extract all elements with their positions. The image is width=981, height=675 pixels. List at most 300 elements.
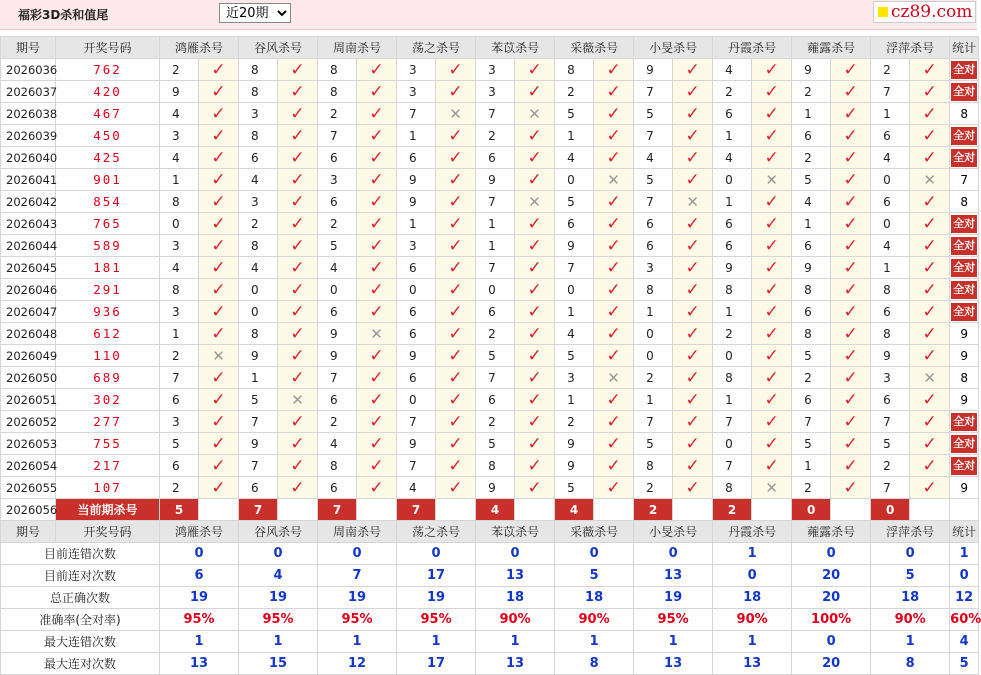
- correct-mark-cell: [831, 169, 871, 191]
- check-icon: ✓: [843, 455, 858, 476]
- period-range-select[interactable]: [219, 3, 291, 23]
- summary-value: 5: [871, 565, 950, 587]
- stat-cell: [950, 235, 979, 257]
- correct-mark-cell: [752, 323, 792, 345]
- correct-mark-cell: [199, 323, 239, 345]
- col-header-expert: 苯苡杀号: [476, 521, 555, 543]
- correct-mark-cell: [515, 147, 555, 169]
- all-correct-badge: 全对: [951, 215, 977, 233]
- correct-mark-cell: [278, 169, 318, 191]
- current-kill-blank: [436, 499, 476, 521]
- summary-value: 0: [397, 543, 476, 565]
- kill-digit-cell: 0: [239, 279, 278, 301]
- check-icon: ✓: [448, 81, 463, 102]
- check-icon: ✓: [211, 367, 226, 388]
- check-icon: ✓: [448, 147, 463, 168]
- check-icon: ✓: [369, 213, 384, 234]
- kill-digit-cell: 8: [871, 279, 910, 301]
- correct-mark-cell: [436, 125, 476, 147]
- current-kill-label: 当前期杀号: [56, 499, 160, 521]
- kill-digit-cell: 8: [239, 59, 278, 81]
- check-icon: ✓: [448, 345, 463, 366]
- table-row: [1, 147, 979, 169]
- col-header-stat: 统计: [950, 37, 979, 59]
- correct-mark-cell: [910, 81, 950, 103]
- correct-mark-cell: [199, 411, 239, 433]
- kill-digit-cell: 7: [397, 411, 436, 433]
- kill-digit-cell: 5: [555, 103, 594, 125]
- kill-digit-cell: 2: [476, 411, 515, 433]
- draw-number-cell: 450: [56, 125, 160, 147]
- kill-digit-cell: 7: [476, 367, 515, 389]
- check-icon: ✓: [764, 81, 779, 102]
- table-row: [1, 455, 979, 477]
- check-icon: ✓: [290, 411, 305, 432]
- check-icon: ✓: [369, 81, 384, 102]
- kill-digit-cell: 3: [397, 235, 436, 257]
- correct-mark-cell: [515, 477, 555, 499]
- check-icon: ✓: [764, 279, 779, 300]
- correct-mark-cell: [831, 125, 871, 147]
- summary-value: 19: [160, 587, 239, 609]
- correct-mark-cell: [594, 103, 634, 125]
- kill-digit-cell: 1: [397, 125, 436, 147]
- cross-icon: ✕: [212, 346, 225, 365]
- kill-digit-cell: 9: [871, 345, 910, 367]
- current-kill-blank: [673, 499, 713, 521]
- kill-digit-cell: 1: [160, 169, 199, 191]
- kill-digit-cell: 2: [713, 323, 752, 345]
- kill-digit-cell: 4: [871, 147, 910, 169]
- all-correct-badge: 全对: [951, 435, 977, 453]
- check-icon: ✓: [527, 411, 542, 432]
- site-logo[interactable]: [873, 1, 976, 23]
- check-icon: ✓: [843, 433, 858, 454]
- col-header-expert: 鸿雁杀号: [160, 521, 239, 543]
- col-header-expert: 谷风杀号: [239, 521, 318, 543]
- kill-digit-cell: 2: [318, 103, 357, 125]
- kill-digit-cell: 5: [160, 433, 199, 455]
- summary-stat: 5: [950, 653, 979, 675]
- kill-digit-cell: 6: [476, 389, 515, 411]
- kill-digit-cell: 3: [160, 125, 199, 147]
- summary-value: 17: [397, 653, 476, 675]
- kill-digit-cell: 6: [871, 389, 910, 411]
- correct-mark-cell: [278, 59, 318, 81]
- summary-stat: 1: [950, 543, 979, 565]
- kill-digit-cell: 6: [318, 477, 357, 499]
- correct-mark-cell: [357, 411, 397, 433]
- correct-mark-cell: [278, 367, 318, 389]
- summary-row: [1, 587, 979, 609]
- correct-mark-cell: [436, 81, 476, 103]
- check-icon: ✓: [606, 455, 621, 476]
- check-icon: ✓: [290, 279, 305, 300]
- check-icon: ✓: [527, 345, 542, 366]
- stat-cell: [950, 59, 979, 81]
- check-icon: ✓: [527, 257, 542, 278]
- check-icon: ✓: [290, 345, 305, 366]
- kill-digit-cell: 3: [160, 301, 199, 323]
- kill-digit-cell: 8: [634, 455, 673, 477]
- kill-digit-cell: 6: [397, 301, 436, 323]
- correct-mark-cell: [673, 301, 713, 323]
- check-icon: ✓: [290, 213, 305, 234]
- stat-cell: [950, 125, 979, 147]
- correct-mark-cell: [278, 477, 318, 499]
- correct-mark-cell: [831, 213, 871, 235]
- correct-mark-cell: [673, 411, 713, 433]
- check-icon: ✓: [606, 191, 621, 212]
- check-icon: ✓: [764, 367, 779, 388]
- kill-digit-cell: 1: [239, 367, 278, 389]
- summary-value: 90%: [871, 609, 950, 631]
- correct-mark-cell: [357, 59, 397, 81]
- check-icon: ✓: [685, 411, 700, 432]
- check-icon: ✓: [922, 301, 937, 322]
- kill-digit-cell: 3: [397, 81, 436, 103]
- correct-mark-cell: [199, 389, 239, 411]
- correct-mark-cell: [752, 279, 792, 301]
- stat-cell: 8: [950, 103, 979, 125]
- summary-value: 6: [160, 565, 239, 587]
- check-icon: ✓: [369, 257, 384, 278]
- check-icon: ✓: [685, 81, 700, 102]
- kill-digit-cell: 4: [555, 323, 594, 345]
- kill-digit-cell: 1: [871, 257, 910, 279]
- correct-mark-cell: [594, 477, 634, 499]
- summary-value: 13: [634, 565, 713, 587]
- correct-mark-cell: [752, 455, 792, 477]
- correct-mark-cell: [831, 367, 871, 389]
- summary-value: 100%: [792, 609, 871, 631]
- check-icon: ✓: [922, 191, 937, 212]
- kill-digit-cell: 5: [476, 433, 515, 455]
- check-icon: ✓: [448, 411, 463, 432]
- kill-digit-cell: 1: [713, 125, 752, 147]
- kill-digit-cell: 9: [318, 345, 357, 367]
- correct-mark-cell: [515, 125, 555, 147]
- correct-mark-cell: [278, 213, 318, 235]
- draw-number-cell: 762: [56, 59, 160, 81]
- kill-digit-cell: 7: [634, 191, 673, 213]
- correct-mark-cell: [278, 323, 318, 345]
- kill-digit-cell: 3: [239, 103, 278, 125]
- correct-mark-cell: [673, 213, 713, 235]
- correct-mark-cell: [436, 301, 476, 323]
- check-icon: ✓: [527, 433, 542, 454]
- check-icon: ✓: [369, 59, 384, 80]
- check-icon: ✓: [843, 345, 858, 366]
- kill-digit-cell: 6: [713, 213, 752, 235]
- check-icon: ✓: [606, 235, 621, 256]
- correct-mark-cell: [199, 213, 239, 235]
- correct-mark-cell: [910, 477, 950, 499]
- kill-digit-cell: 6: [476, 301, 515, 323]
- check-icon: ✓: [211, 323, 226, 344]
- kill-number-table: [0, 36, 979, 675]
- check-icon: ✓: [527, 323, 542, 344]
- kill-digit-cell: 1: [397, 213, 436, 235]
- kill-digit-cell: 2: [792, 147, 831, 169]
- check-icon: ✓: [922, 81, 937, 102]
- summary-value: 1: [160, 631, 239, 653]
- period-cell: 2026041: [1, 169, 56, 191]
- draw-number-cell: 936: [56, 301, 160, 323]
- summary-value: 15: [239, 653, 318, 675]
- kill-digit-cell: 7: [397, 103, 436, 125]
- summary-value: 18: [871, 587, 950, 609]
- check-icon: ✓: [922, 125, 937, 146]
- check-icon: ✓: [211, 81, 226, 102]
- kill-digit-cell: 1: [634, 301, 673, 323]
- summary-value: 1: [397, 631, 476, 653]
- period-cell: 2026040: [1, 147, 56, 169]
- check-icon: ✓: [606, 257, 621, 278]
- current-kill-digit: 2: [634, 499, 673, 521]
- kill-digit-cell: 7: [555, 257, 594, 279]
- kill-digit-cell: 7: [792, 411, 831, 433]
- col-header-period: 期号: [1, 521, 56, 543]
- draw-number-cell: 110: [56, 345, 160, 367]
- correct-mark-cell: [199, 257, 239, 279]
- check-icon: ✓: [922, 235, 937, 256]
- kill-digit-cell: 6: [792, 125, 831, 147]
- wrong-mark-cell: [910, 367, 950, 389]
- check-icon: ✓: [369, 147, 384, 168]
- check-icon: ✓: [211, 169, 226, 190]
- draw-number-cell: 107: [56, 477, 160, 499]
- logo-text: cz89.com: [891, 2, 973, 22]
- check-icon: ✓: [448, 433, 463, 454]
- correct-mark-cell: [278, 103, 318, 125]
- stat-cell: 9: [950, 345, 979, 367]
- correct-mark-cell: [752, 257, 792, 279]
- check-icon: ✓: [606, 345, 621, 366]
- correct-mark-cell: [831, 455, 871, 477]
- kill-digit-cell: 2: [318, 411, 357, 433]
- correct-mark-cell: [752, 411, 792, 433]
- summary-value: 95%: [397, 609, 476, 631]
- check-icon: ✓: [369, 345, 384, 366]
- kill-digit-cell: 8: [555, 59, 594, 81]
- check-icon: ✓: [764, 103, 779, 124]
- correct-mark-cell: [594, 323, 634, 345]
- kill-digit-cell: 6: [713, 103, 752, 125]
- current-kill-digit: 0: [871, 499, 910, 521]
- check-icon: ✓: [448, 235, 463, 256]
- current-kill-blank: [515, 499, 555, 521]
- summary-row: [1, 543, 979, 565]
- check-icon: ✓: [527, 59, 542, 80]
- kill-digit-cell: 2: [555, 411, 594, 433]
- logo-square-icon: [878, 7, 888, 17]
- kill-digit-cell: 5: [792, 169, 831, 191]
- check-icon: ✓: [211, 301, 226, 322]
- wrong-mark-cell: [515, 191, 555, 213]
- all-correct-badge: 全对: [951, 303, 977, 321]
- top-bar: [0, 0, 977, 30]
- correct-mark-cell: [673, 477, 713, 499]
- table-row: [1, 279, 979, 301]
- check-icon: ✓: [211, 433, 226, 454]
- cross-icon: ✕: [528, 192, 541, 211]
- kill-digit-cell: 6: [792, 235, 831, 257]
- current-kill-digit: 7: [397, 499, 436, 521]
- correct-mark-cell: [357, 389, 397, 411]
- kill-digit-cell: 5: [555, 191, 594, 213]
- kill-digit-cell: 7: [713, 455, 752, 477]
- table-row: [1, 191, 979, 213]
- correct-mark-cell: [357, 477, 397, 499]
- kill-digit-cell: 6: [792, 301, 831, 323]
- check-icon: ✓: [685, 59, 700, 80]
- kill-digit-cell: 8: [239, 125, 278, 147]
- check-icon: ✓: [211, 455, 226, 476]
- correct-mark-cell: [278, 257, 318, 279]
- summary-value: 0: [160, 543, 239, 565]
- current-kill-digit: 0: [792, 499, 831, 521]
- period-cell: 2026056: [1, 499, 56, 521]
- check-icon: ✓: [369, 103, 384, 124]
- correct-mark-cell: [515, 169, 555, 191]
- kill-digit-cell: 3: [476, 81, 515, 103]
- check-icon: ✓: [369, 191, 384, 212]
- table-row: [1, 411, 979, 433]
- check-icon: ✓: [606, 213, 621, 234]
- kill-digit-cell: 0: [713, 169, 752, 191]
- kill-digit-cell: 7: [476, 103, 515, 125]
- check-icon: ✓: [606, 81, 621, 102]
- cross-icon: ✕: [607, 170, 620, 189]
- table-row: [1, 81, 979, 103]
- summary-value: 1: [318, 631, 397, 653]
- summary-value: 1: [871, 631, 950, 653]
- correct-mark-cell: [278, 301, 318, 323]
- correct-mark-cell: [357, 169, 397, 191]
- check-icon: ✓: [369, 279, 384, 300]
- correct-mark-cell: [831, 345, 871, 367]
- kill-digit-cell: 7: [634, 411, 673, 433]
- period-cell: 2026042: [1, 191, 56, 213]
- summary-value: 0: [792, 631, 871, 653]
- correct-mark-cell: [199, 81, 239, 103]
- kill-digit-cell: 7: [476, 257, 515, 279]
- kill-digit-cell: 1: [634, 389, 673, 411]
- check-icon: ✓: [448, 367, 463, 388]
- kill-digit-cell: 2: [634, 477, 673, 499]
- check-icon: ✓: [448, 59, 463, 80]
- correct-mark-cell: [831, 323, 871, 345]
- correct-mark-cell: [910, 323, 950, 345]
- summary-stat: 0: [950, 565, 979, 587]
- check-icon: ✓: [922, 147, 937, 168]
- stat-cell: [950, 455, 979, 477]
- kill-digit-cell: 9: [555, 433, 594, 455]
- correct-mark-cell: [594, 59, 634, 81]
- correct-mark-cell: [673, 103, 713, 125]
- period-cell: 2026045: [1, 257, 56, 279]
- correct-mark-cell: [199, 125, 239, 147]
- check-icon: ✓: [606, 433, 621, 454]
- table-body: [1, 37, 979, 675]
- kill-digit-cell: 4: [713, 59, 752, 81]
- kill-digit-cell: 7: [871, 411, 910, 433]
- kill-digit-cell: 9: [160, 81, 199, 103]
- table-header-row: [1, 37, 979, 59]
- check-icon: ✓: [843, 59, 858, 80]
- draw-number-cell: 467: [56, 103, 160, 125]
- kill-digit-cell: 3: [476, 59, 515, 81]
- check-icon: ✓: [922, 59, 937, 80]
- draw-number-cell: 277: [56, 411, 160, 433]
- kill-digit-cell: 6: [318, 147, 357, 169]
- kill-digit-cell: 0: [476, 279, 515, 301]
- correct-mark-cell: [831, 191, 871, 213]
- correct-mark-cell: [910, 345, 950, 367]
- check-icon: ✓: [290, 257, 305, 278]
- summary-value: 95%: [160, 609, 239, 631]
- check-icon: ✓: [448, 279, 463, 300]
- kill-digit-cell: 9: [555, 455, 594, 477]
- correct-mark-cell: [278, 235, 318, 257]
- summary-label: 目前连对次数: [1, 565, 160, 587]
- kill-digit-cell: 6: [160, 389, 199, 411]
- correct-mark-cell: [436, 455, 476, 477]
- check-icon: ✓: [685, 389, 700, 410]
- check-icon: ✓: [922, 257, 937, 278]
- correct-mark-cell: [436, 345, 476, 367]
- col-header-expert: 丹霞杀号: [713, 521, 792, 543]
- kill-digit-cell: 5: [634, 169, 673, 191]
- col-header-expert: 周南杀号: [318, 521, 397, 543]
- stat-cell: 8: [950, 367, 979, 389]
- check-icon: ✓: [843, 169, 858, 190]
- correct-mark-cell: [357, 235, 397, 257]
- correct-mark-cell: [831, 257, 871, 279]
- kill-digit-cell: 6: [239, 147, 278, 169]
- correct-mark-cell: [594, 125, 634, 147]
- correct-mark-cell: [357, 433, 397, 455]
- correct-mark-cell: [594, 235, 634, 257]
- check-icon: ✓: [290, 323, 305, 344]
- period-cell: 2026052: [1, 411, 56, 433]
- check-icon: ✓: [685, 477, 700, 498]
- current-period-row: [1, 499, 979, 521]
- check-icon: ✓: [606, 147, 621, 168]
- kill-digit-cell: 3: [871, 367, 910, 389]
- correct-mark-cell: [594, 455, 634, 477]
- kill-digit-cell: 0: [397, 389, 436, 411]
- check-icon: ✓: [685, 345, 700, 366]
- kill-digit-cell: 9: [397, 345, 436, 367]
- correct-mark-cell: [673, 147, 713, 169]
- summary-value: 20: [792, 587, 871, 609]
- correct-mark-cell: [673, 81, 713, 103]
- correct-mark-cell: [673, 455, 713, 477]
- kill-digit-cell: 6: [871, 191, 910, 213]
- kill-digit-cell: 2: [792, 81, 831, 103]
- table-row: [1, 345, 979, 367]
- current-kill-digit: 5: [160, 499, 199, 521]
- kill-digit-cell: 1: [792, 103, 831, 125]
- all-correct-badge: 全对: [951, 127, 977, 145]
- correct-mark-cell: [515, 455, 555, 477]
- correct-mark-cell: [831, 301, 871, 323]
- correct-mark-cell: [436, 389, 476, 411]
- correct-mark-cell: [752, 213, 792, 235]
- kill-digit-cell: 9: [792, 257, 831, 279]
